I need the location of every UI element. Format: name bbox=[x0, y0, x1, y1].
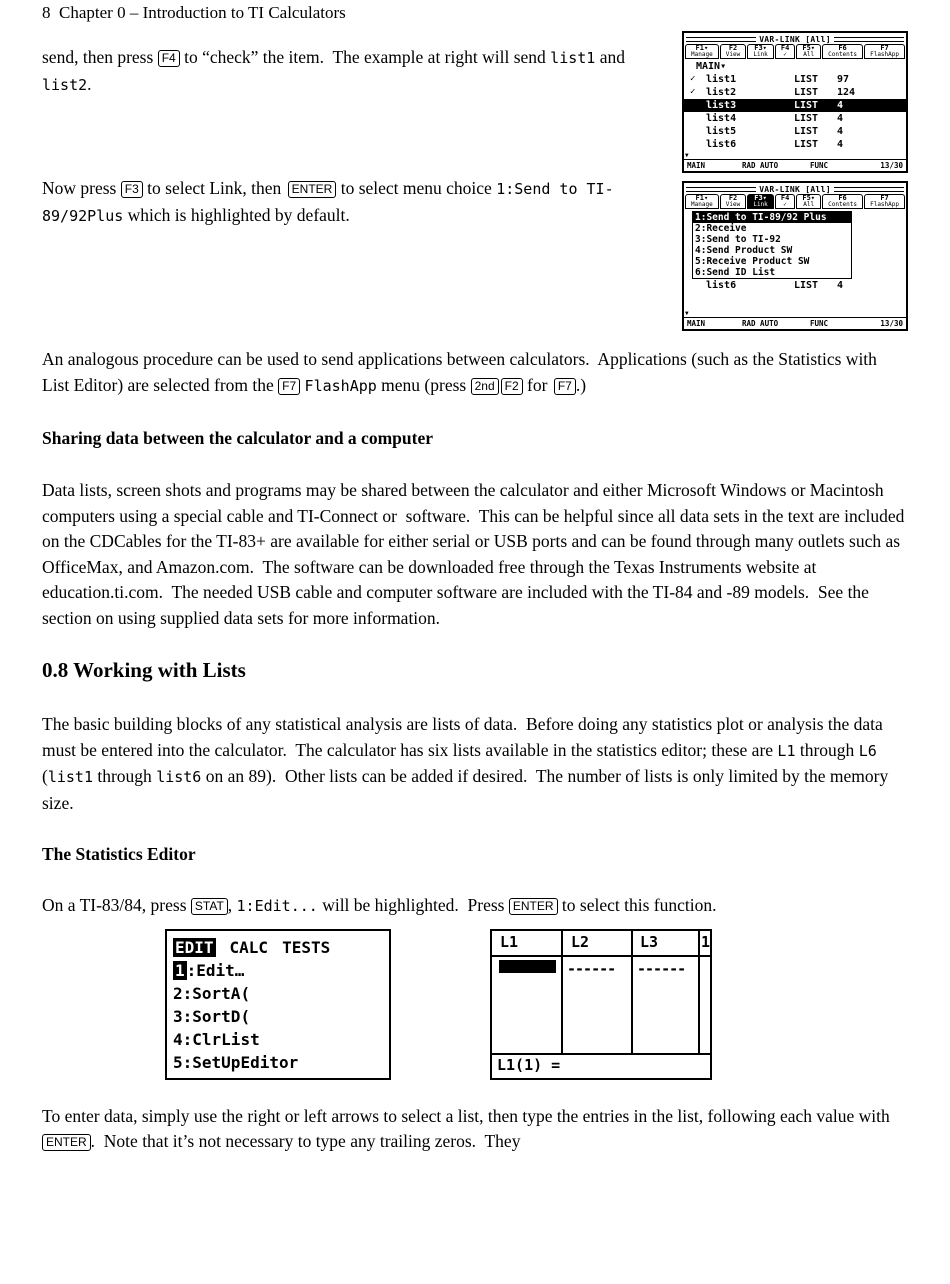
check-icon: ✓ bbox=[690, 87, 696, 97]
heading-sharing-data: Sharing data between the calculator and a computer bbox=[42, 428, 433, 448]
top-section bbox=[42, 31, 908, 331]
column-divider bbox=[698, 931, 700, 1053]
list-item-list3-selected: list3 LIST 4 bbox=[684, 99, 906, 112]
key-cap: F3 bbox=[121, 181, 143, 198]
list-item-list4: list4 LIST 4 bbox=[706, 113, 844, 124]
function-key-tabs bbox=[684, 194, 906, 209]
paragraph-enter-data: To enter data, simply use the right or left arrows to select a list, then type the entries in the list, following each value with ENTER . Note that it’s not necessary to type any trailing zeros. They bbox=[42, 1105, 895, 1151]
check-icon: ✓ bbox=[783, 51, 787, 58]
list-item-list6: list6 LIST 4 bbox=[706, 139, 844, 150]
varlink-screenshot bbox=[682, 31, 908, 173]
status-angle-mode: RAD AUTO bbox=[742, 161, 779, 170]
empty-cell-dashes: ------ bbox=[637, 959, 686, 978]
menu-item-receive: 2:Receive bbox=[695, 223, 747, 234]
column-divider bbox=[631, 931, 633, 1053]
paragraph-send-check: send, then press F4 to “check” the item. The example at right will send list1 and list2. bbox=[42, 47, 630, 94]
calculator-text: 1:Send to TI-89/92Plus bbox=[42, 180, 614, 225]
folder-row: MAIN▾ bbox=[696, 61, 727, 72]
calculator-text: list1 bbox=[47, 768, 93, 786]
list-item-list1: ✓ list1 LIST 97 bbox=[690, 74, 850, 85]
paragraph-stat-edit: On a TI-83/84, press STAT , 1:Edit... will be highlighted. Press ENTER to select this function. bbox=[42, 895, 717, 915]
list-editor-screenshot bbox=[490, 929, 712, 1080]
key-cap: ENTER bbox=[288, 181, 337, 198]
menu-item-send-89-92plus: 1:Send to TI-89/92 Plus bbox=[693, 212, 851, 223]
key-cap: ENTER bbox=[42, 1134, 91, 1151]
varlink-title: VAR-LINK [All] bbox=[759, 34, 831, 44]
menu-item-send-ti92: 3:Send to TI-92 bbox=[695, 234, 781, 245]
check-icon: ✓ bbox=[783, 201, 787, 208]
calculator-text: L1 bbox=[777, 741, 796, 760]
tab-edit-selected: EDIT bbox=[175, 937, 214, 957]
varlink-link-menu-screenshot bbox=[682, 181, 908, 331]
link-dropdown-menu bbox=[692, 211, 852, 279]
calculator-text: 1:Edit... bbox=[236, 897, 318, 915]
stat-menu-screenshot bbox=[165, 929, 391, 1080]
paragraph-lists-intro: The basic building blocks of any statistical analysis are lists of data. Before doing any statistics plot or analysis the data must be entered into the calculator. The calculator has six lists available in the statistics editor; these are L1 through L6 (list1 through list6 on an 89). Other lists can be added if desired. The number of lists is only limited by the memory size. bbox=[42, 714, 893, 813]
scroll-down-icon: ▼ bbox=[685, 310, 689, 317]
tab-f5-all: F5▾ All bbox=[796, 44, 821, 59]
tab-f2-view: F2 View bbox=[720, 44, 747, 59]
menu-item-sortd: 3:SortD( bbox=[173, 1006, 251, 1026]
status-position: 13/30 bbox=[880, 161, 903, 170]
status-bar bbox=[684, 317, 906, 329]
tab-f1-manage: F1▾ Manage bbox=[685, 194, 719, 209]
link-menu-area bbox=[684, 209, 906, 317]
key-cap: F2 bbox=[501, 378, 523, 395]
menu-item-clrlist: 4:ClrList bbox=[173, 1029, 260, 1049]
key-cap: STAT bbox=[191, 898, 228, 915]
empty-cell-dashes: ------ bbox=[567, 959, 616, 978]
status-folder: MAIN bbox=[687, 161, 706, 170]
key-cap: ENTER bbox=[509, 898, 558, 915]
key-cap: 2nd bbox=[471, 378, 499, 395]
status-angle-mode: RAD AUTO bbox=[742, 319, 779, 328]
tab-f6-contents: F6 Contents bbox=[822, 44, 863, 59]
tab-f1-manage: F1▾ Manage bbox=[685, 44, 719, 59]
column-header-l2: L2 bbox=[571, 932, 590, 951]
tab-f3-link-active: F3▾ Link bbox=[747, 194, 774, 209]
menu-item-send-product-sw: 4:Send Product SW bbox=[695, 245, 793, 256]
calculator-text: FlashApp bbox=[304, 376, 377, 395]
tab-f7-flashapp: F7 FlashApp bbox=[864, 194, 905, 209]
entry-line bbox=[492, 1053, 710, 1078]
column-header-l1: L1 bbox=[500, 932, 519, 951]
tab-f3-link: F3▾ Link bbox=[747, 44, 774, 59]
paragraph-sharing-data: Data lists, screen shots and programs may be shared between the calculator and either Microsoft Windows or Macintosh computers using a special cable and TI-Connect or software. This can be helpful since all data sets in the text are included on the CDCables for the TI-83+ are available for either serial or USB ports and can be found through many outlets such as OfficeMax, and Amazon.com. The software can be downloaded free through the Texas Instruments website at education.ti.com. The needed USB cable and computer software are included with the TI-84 and -89 models. See the section on using supplied data sets for more information. bbox=[42, 480, 909, 628]
status-bar bbox=[684, 159, 906, 171]
chapter-header: 8 Chapter 0 – Introduction to TI Calculators bbox=[42, 3, 346, 22]
title-rule-left bbox=[686, 37, 756, 42]
function-key-tabs bbox=[684, 44, 906, 59]
calculator-text: L6 bbox=[858, 741, 877, 760]
header-divider bbox=[492, 955, 710, 957]
status-graph-mode: FUNC bbox=[810, 161, 829, 170]
screenshot-column bbox=[682, 31, 908, 331]
key-cap: F4 bbox=[158, 50, 180, 67]
list-item-list6: list6 LIST 4 bbox=[706, 280, 844, 291]
status-position: 13/30 bbox=[880, 319, 903, 328]
varlink-title-bar bbox=[684, 183, 906, 194]
calculator-text: list2 bbox=[42, 75, 88, 94]
menu-item-sorta: 2:SortA( bbox=[173, 983, 251, 1003]
varlink-title: VAR-LINK [All] bbox=[759, 184, 831, 194]
column-header-l3: L3 bbox=[640, 932, 659, 951]
list-item-list2: ✓ list2 LIST 124 bbox=[690, 87, 856, 98]
tab-calc: CALC bbox=[229, 937, 269, 957]
bottom-screenshots bbox=[165, 929, 908, 1080]
tab-f4-check: F4 ✓ bbox=[775, 44, 796, 59]
title-rule-right bbox=[834, 187, 904, 192]
calculator-text: list1 bbox=[550, 49, 596, 67]
menu-item-receive-product-sw: 5:Receive Product SW bbox=[695, 256, 810, 267]
entry-prompt: L1(1) = bbox=[497, 1055, 561, 1074]
status-graph-mode: FUNC bbox=[810, 319, 829, 328]
document-page bbox=[42, 3, 908, 1155]
status-folder: MAIN bbox=[687, 319, 706, 328]
title-rule-left bbox=[686, 187, 756, 192]
check-icon: ✓ bbox=[690, 74, 696, 84]
scroll-down-icon: ▼ bbox=[685, 152, 689, 159]
paragraph-flashapp: An analogous procedure can be used to send applications between calculators. Applications (such as the Statistics with List Editor) are selected from the F7 FlashApp menu (press 2nd F2 for F7 .) bbox=[42, 349, 882, 395]
tab-f5-all: F5▾ All bbox=[796, 194, 821, 209]
heading-statistics-editor: The Statistics Editor bbox=[42, 844, 196, 864]
varlink-title-bar bbox=[684, 33, 906, 44]
key-cap: F7 bbox=[554, 378, 576, 395]
cursor-column-index: 1 bbox=[701, 932, 711, 951]
title-rule-right bbox=[834, 37, 904, 42]
tab-f2-view: F2 View bbox=[720, 194, 747, 209]
varlink-list bbox=[684, 59, 906, 159]
key-cap: F7 bbox=[278, 378, 300, 395]
stat-menu-bar bbox=[173, 936, 389, 959]
tab-f6-contents: F6 Contents bbox=[822, 194, 863, 209]
cell-cursor bbox=[499, 960, 556, 973]
top-text-column bbox=[42, 31, 642, 229]
tab-f4-check: F4 ✓ bbox=[775, 194, 796, 209]
column-divider bbox=[561, 931, 563, 1053]
tab-f7-flashapp: F7 FlashApp bbox=[864, 44, 905, 59]
calculator-text: list6 bbox=[156, 768, 202, 786]
menu-item-send-id-list: 6:Send ID List bbox=[695, 267, 776, 278]
heading-working-with-lists: 0.8 Working with Lists bbox=[42, 658, 246, 682]
menu-item-setupeditor: 5:SetUpEditor bbox=[173, 1052, 299, 1072]
tab-tests: TESTS bbox=[282, 937, 331, 957]
paragraph-link-menu: Now press F3 to select Link, then ENTER to select menu choice 1:Send to TI-89/92Plus which is highlighted by default. bbox=[42, 178, 614, 225]
list-item-list5: list5 LIST 4 bbox=[706, 126, 844, 137]
menu-item-edit: 1 :Edit… bbox=[175, 960, 245, 980]
